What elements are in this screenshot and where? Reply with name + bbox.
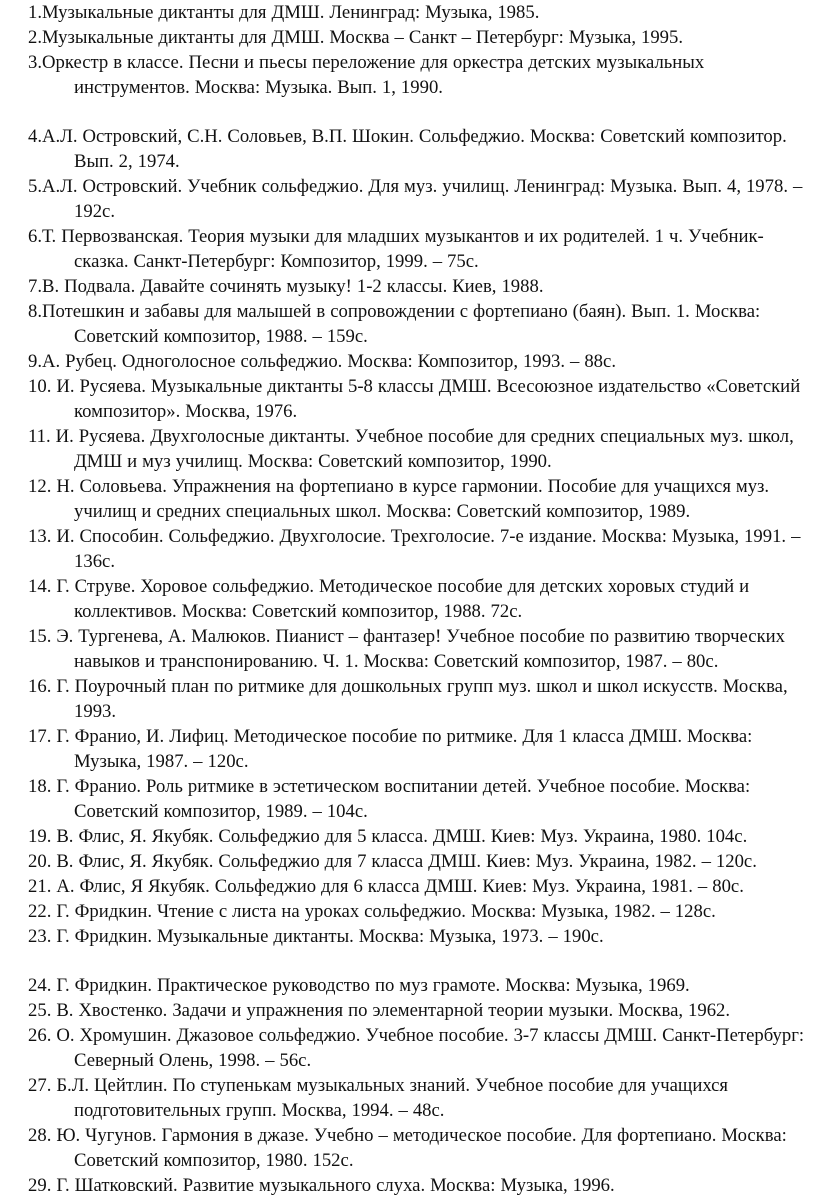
reference-item: 16. Г. Поурочный план по ритмике для дошкольных групп муз. школ и школ искусств. Москва, 1993.: [28, 676, 788, 722]
reference-item: 10. И. Русяева. Музыкальные диктанты 5-8 классы ДМШ. Всесоюзное издательство «Советский композитор». Москва, 1976.: [28, 376, 801, 422]
reference-item: 24. Г. Фридкин. Практическое руководство по муз грамоте. Москва: Музыка, 1969.: [28, 975, 690, 996]
reference-item: 4.А.Л. Островский, С.Н. Соловьев, В.П. Шокин. Сольфеджио. Москва: Советский композитор. Вып. 2, 1974.: [28, 126, 787, 172]
reference-item: 19. В. Флис, Я. Якубяк. Сольфеджио для 5 класса. ДМШ. Киев: Муз. Украина, 1980. 104с.: [28, 826, 748, 847]
reference-item: 2.Музыкальные диктанты для ДМШ. Москва – Санкт – Петербург: Музыка, 1995.: [28, 27, 684, 48]
reference-item: 14. Г. Струве. Хоровое сольфеджио. Методическое пособие для детских хоровых студий и коллективов. Москва: Советский композитор, 1988. 72с.: [28, 576, 750, 622]
reference-item: 11. И. Русяева. Двухголосные диктанты. Учебное пособие для средних специальных муз. школ, ДМШ и муз училищ. Москва: Советский композитор, 1990.: [28, 426, 794, 472]
reference-item: 27. Б.Л. Цейтлин. По ступенькам музыкальных знаний. Учебное пособие для учащихся подготовительных групп. Москва, 1994. – 48с.: [28, 1075, 729, 1121]
reference-item: 8.Потешкин и забавы для малышей в сопровождении с фортепиано (баян). Вып. 1. Москва: Советский композитор, 1988. – 159с.: [28, 301, 761, 347]
reference-list: [28, 0, 812, 1198]
reference-item: 28. Ю. Чугунов. Гармония в джазе. Учебно – методическое пособие. Для фортепиано. Москва: Советский композитор, 1980. 152с.: [28, 1125, 787, 1171]
reference-item: 20. В. Флис, Я. Якубяк. Сольфеджио для 7 класса ДМШ. Киев: Муз. Украина, 1982. – 120с.: [28, 851, 757, 872]
reference-item: 3.Оркестр в классе. Песни и пьесы переложение для оркестра детских музыкальных инструментов. Москва: Музыка. Вып. 1, 1990.: [28, 52, 705, 98]
reference-item: 6.Т. Первозванская. Теория музыки для младших музыкантов и их родителей. 1 ч. Учебник-сказка. Санкт-Петербург: Композитор, 1999. – 75с.: [28, 226, 764, 272]
reference-item: 25. В. Хвостенко. Задачи и упражнения по элементарной теории музыки. Москва, 1962.: [28, 1000, 731, 1021]
reference-item: 5.А.Л. Островский. Учебник сольфеджио. Для муз. училищ. Ленинград: Музыка. Вып. 4, 1978. – 192с.: [28, 176, 803, 222]
reference-item: 9.А. Рубец. Одноголосное сольфеджио. Москва: Композитор, 1993. – 88с.: [28, 351, 616, 372]
reference-item: 29. Г. Шатковский. Развитие музыкального слуха. Москва: Музыка, 1996.: [28, 1175, 615, 1196]
reference-item: 7.В. Подвала. Давайте сочинять музыку! 1-2 классы. Киев, 1988.: [28, 276, 544, 297]
reference-item: 21. А. Флис, Я Якубяк. Сольфеджио для 6 класса ДМШ. Киев: Муз. Украина, 1981. – 80с.: [28, 876, 744, 897]
reference-item: 15. Э. Тургенева, А. Малюков. Пианист – фантазер! Учебное пособие по развитию творческих навыков и транспонированию. Ч. 1. Москва: Советский композитор, 1987. – 80с.: [28, 626, 786, 672]
reference-item: 23. Г. Фридкин. Музыкальные диктанты. Москва: Музыка, 1973. – 190с.: [28, 926, 604, 947]
reference-item: 1.Музыкальные диктанты для ДМШ. Ленинград: Музыка, 1985.: [28, 2, 540, 23]
reference-item: 26. О. Хромушин. Джазовое сольфеджио. Учебное пособие. 3-7 классы ДМШ. Санкт-Петербург: Северный Олень, 1998. – 56с.: [28, 1025, 805, 1071]
reference-item: 18. Г. Франио. Роль ритмике в эстетическом воспитании детей. Учебное пособие. Москва: Советский композитор, 1989. – 104с.: [28, 776, 751, 822]
reference-item: 17. Г. Франио, И. Лифиц. Методическое пособие по ритмике. Для 1 класса ДМШ. Москва: Музыка, 1987. – 120с.: [28, 726, 753, 772]
reference-item: 12. Н. Соловьева. Упражнения на фортепиано в курсе гармонии. Пособие для учащихся муз. училищ и средних специальных школ. Москва: Советский композитор, 1989.: [28, 476, 770, 522]
reference-item: 13. И. Способин. Сольфеджио. Двухголосие. Трехголосие. 7-е издание. Москва: Музыка, 1991. – 136с.: [28, 526, 801, 572]
reference-item: 22. Г. Фридкин. Чтение с листа на уроках сольфеджио. Москва: Музыка, 1982. – 128с.: [28, 901, 716, 922]
